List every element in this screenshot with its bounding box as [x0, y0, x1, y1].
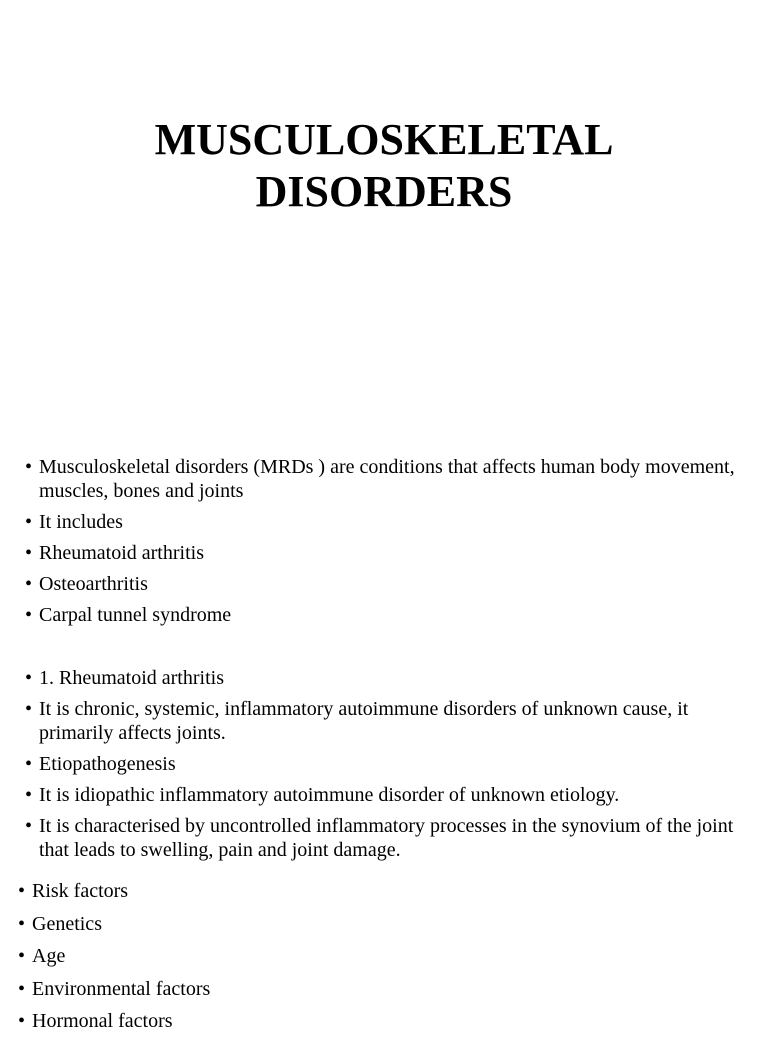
bullet-item: • Risk factors	[18, 879, 748, 903]
bullet-item: • 1. Rheumatoid arthritis	[25, 666, 755, 690]
bullet-item: • Genetics	[18, 912, 748, 936]
intro-bullet-list	[25, 455, 745, 634]
title-line-2: DISORDERS	[255, 167, 513, 216]
bullet-item: • Hormonal factors	[18, 1009, 748, 1033]
bullet-item: • Carpal tunnel syndrome	[25, 603, 745, 627]
bullet-item: • Rheumatoid arthritis	[25, 541, 745, 565]
rheumatoid-arthritis-bullet-list	[25, 666, 755, 869]
bullet-item: • It is idiopathic inflammatory autoimmune disorder of unknown etiology.	[25, 783, 755, 807]
bullet-item: • Etiopathogenesis	[25, 752, 755, 776]
bullet-item: • Musculoskeletal disorders (MRDs ) are conditions that affects human body movement, muscles, bones and joints	[25, 455, 745, 503]
title-line-1: MUSCULOSKELETAL	[154, 115, 614, 164]
bullet-item: • Environmental factors	[18, 977, 748, 1001]
bullet-item: • It includes	[25, 510, 745, 534]
bullet-item: • It is chronic, systemic, inflammatory autoimmune disorders of unknown cause, it primarily affects joints.	[25, 697, 755, 745]
bullet-item: • Age	[18, 944, 748, 968]
risk-factors-bullet-list	[18, 879, 748, 1042]
page-title	[0, 114, 768, 218]
bullet-item: • It is characterised by uncontrolled inflammatory processes in the synovium of the joint that leads to swelling, pain and joint damage.	[25, 814, 755, 862]
bullet-item: • Osteoarthritis	[25, 572, 745, 596]
